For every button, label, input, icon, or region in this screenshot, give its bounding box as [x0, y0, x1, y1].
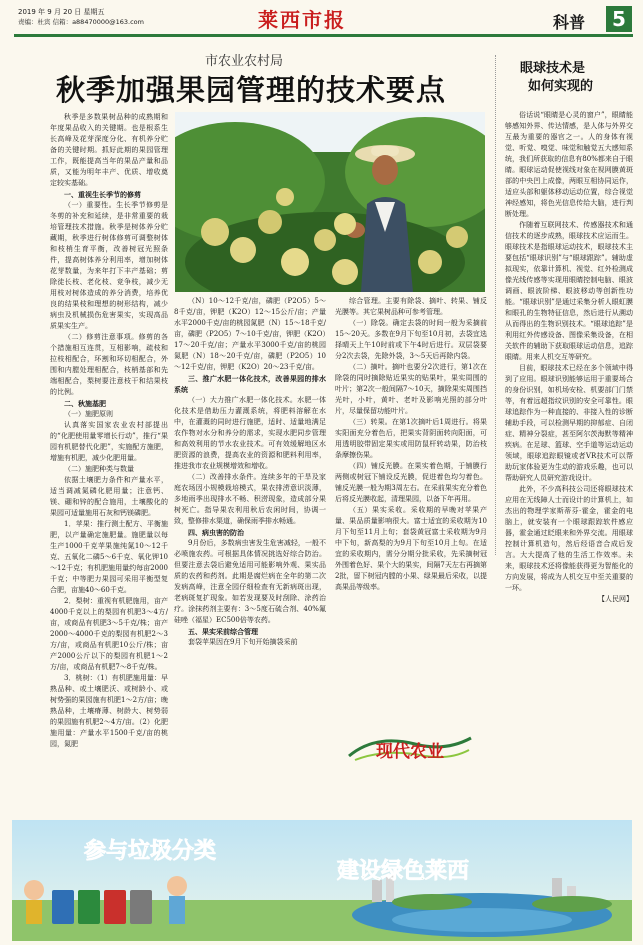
sidebar-source: 【人民网】 — [598, 595, 633, 603]
article-column-1 — [50, 112, 168, 806]
section-heading: 二、秋施基肥 — [64, 399, 106, 408]
section-name: 科普 — [553, 13, 586, 32]
article-paragraph: 3．桃树：（1）有机肥施用量：早熟品种、或土壤肥沃、或树龄小、或树势强的果园施有机肥1～2方/亩；晚熟品种，土壤瘠薄、树龄大、树势弱的果园施有机肥2～4方/亩。（2）化肥施用量：产量水平1500千克/亩的桃园，氮肥 — [50, 674, 168, 748]
orchard-photo — [175, 112, 485, 292]
sidebar-body — [505, 110, 633, 818]
article-paragraph: （二）修剪注意事项。修剪的各个措施相互连贯，互相影响，疏枝和拉枝相配合，环割和环切相配合，外围和内膛处理相配合，枝梢基部和先端相配合，梨树要注意枝干和结果枝的比例。 — [50, 333, 168, 396]
article-paragraph: 9月份后，多数病虫害发生危害减轻，一般不必喷施农药。可根据具体情况挑选好综合防治。但要注意去袋后避免适用可能影响外观、果实品质的农药和药剂。此期是腐烂病在全年的第二次发病高峰，注意全园仔细检查有无新病斑出现，老病斑复扩现象。如若发现要及时刮除、涂药治疗。涂抹药剂主要有：3～5度石硫合剂、40%氟硅唑（福星）EC500倍等农药。 — [174, 539, 326, 624]
article-column-2 — [174, 296, 326, 806]
article-paragraph: 认真落实国家农业农村部提出的“化肥使用量零增长行动”，推行“果园有机肥替代化肥”，实施配方施肥，增施有机肥，减少化肥用量。 — [50, 421, 168, 462]
section-heading: 四、病虫害的防治 — [188, 528, 244, 537]
section-heading: 三、推广水肥一体化技术，改善果园的排水系统 — [174, 374, 326, 394]
modern-agriculture-banner — [345, 730, 475, 766]
article-paragraph: （一）重要性。生长季节修剪是冬剪的补充和延续，是非常重要的栽培管理技术措施。秋季是树体养分贮藏期，秋季进行树体修剪可调整树体和枝梢生育平衡，改善树冠光照条件，提高树体养分利用率，增加树体花芽数量，为来年打下丰产基础；剪除徒长枝、老化枝、竞争枝，减少无用枝对树体造成的养分消费，培养优良的结果枝和理想的树形结构，减少病虫及机械损伤危害果实，实现高品质果实生产。 — [50, 201, 168, 330]
sidebar-paragraph: 俗话说“眼睛是心灵的窗户”，眼睛能够感知外界、传达情感，是人体与外界交互最为重要的器官之一。人的身体有视觉、听觉、嗅觉、味觉和触觉五大感知系统，我们所获取的信息有80%都来自于眼睛。眼球运动促使视线对象在视网膜黄斑部的中央凹上成像，两眼互相协同运作，适应头部和躯体移动运动位置，综合视觉神经感知，将色光信息传给大脑，进行判断处理。 — [505, 111, 633, 218]
article-paragraph: （二）改善排水条件。连续多年的干旱及家庭农场因小规模栽培模式，果农排涝意识淡薄，多地雨季出现排水不畅、积涝现象，造成部分果树死亡。指导果农利用秋后农闲时间，协调一致，整修排水渠道，确保雨季排水畅通。 — [174, 473, 326, 525]
sidebar-divider — [495, 55, 496, 555]
masthead — [0, 0, 643, 40]
sidebar-paragraph: 目前，眼球技术已经在多个领域中得到了应用。眼球识别能够运用于重要场合的身份识别，如机场安检、机要部门门禁等，有着远超指纹识别的安全可靠性。眼球追踪作为一种直接的、非接入性的诊断辅助手段，可以检测早期的抑郁症、自闭症、精神分裂症，甚至阿尔茨海默等精神疾病。在足球、篮球、空手道等运动运动领域，眼球追踪眼镜或者VR技术可以帮助玩家体验更为生动的游戏乐趣，也可以帮助研究人员研究游戏设计。 — [505, 364, 633, 482]
article-paragraph: （一）施肥原则 — [64, 410, 113, 418]
article-paragraph: （二）摘叶。摘叶也要分2次进行，第1次在除袋的同时摘除贴近果实的贴果叶，果实周围的叶片；第2次一般间隔7～10天，摘除果实周围挡光叶，小叶，黄叶、老叶及影响光照的部分叶片，尽量保留功能叶片。 — [335, 363, 487, 415]
sidebar-paragraph: 此外，不少高科技公司还将眼球技术应用在无线障人士而设计的计算机上，如杰出的物理学家斯蒂芬·霍金，霍金的电脑上，就安装有一个眼球跟踪软件感应器，霍金通过眨眼来和外界交流。用眼球控制计算机造句，然后经语音合成后发言。大大提高了他的生活工作效率。未来，眼球技术还将像能获得更为智能化的方向发展，将成为人机交互中至关重要的一环。 — [505, 485, 633, 592]
newspaper-logo: 莱西市报 — [258, 8, 346, 32]
editor-line: 责编：杜宾 信箱：a88470000@163.com — [18, 18, 144, 26]
sidebar-paragraph: 作随着互联网技术、传感器技术和通信技术的逐步成熟，眼球技术应运而生。眼球技术是指眼球运动技术，眼球技术主要包括“眼球识别”与“眼球跟踪”。辅助虚拟现实，依靠计算机、视觉、红外检测成像光线传感等实现用眼睛控制电脑、眼波调画、眼波阶梯、眼波移动等创新性功能。“眼球识别”是通过采集分析人眼虹膜和眼孔的生物特征信息，然后进行从溯动从而得出的生物识别技术。“眼球追踪”是利用红外传感设备、图像采集设备，在相关软件的辅助下获取眼球运动信息，追踪眼睛。用来人机交互等研究。 — [505, 221, 633, 361]
issue-date: 2019 年 9 月 20 日 星期五 — [18, 8, 105, 16]
article-paragraph: 秋季是多数果树品种的成熟期和年度果品收入的关键期。也是根系生长高峰及花芽深度分化、有机养分贮备的关键时期。抓好此期的果园管理工作，既能提高当年的果品产量和品质，又能为明年丰产、优质、增收奠定较实基础。 — [50, 113, 168, 187]
article-paragraph: （三）转果。在第1次摘叶后1周进行。将果实阳面充分着色后，把果实背阴面转向阳面，可用透明胶带固定果实或用防鼠杆转动果，防治枝条摩擦伤果。 — [335, 418, 487, 459]
sidebar-title — [520, 60, 630, 96]
banner-text: 现代农业 — [376, 742, 444, 762]
masthead-rule — [14, 34, 633, 37]
article-headline: 秋季加强果园管理的技术要点 — [56, 73, 447, 107]
article-paragraph: （二）施肥种类与数量 — [64, 465, 134, 473]
ad-slogan-right: 建设绿色莱西 — [337, 859, 470, 884]
article-paragraph: （一）除袋。确定去袋的时间一般为采摘前15～20天。多数在9月下旬至10月初，去袋宜选择晴天上午10时前或下午4时后进行。双层袋要分2次去袋，先除外袋，3～5天后再除内袋。 — [335, 319, 487, 360]
article-paragraph: 依据土壤肥力条件和产量水平，适当调减氮磷化肥用量；注意钙、镁、硼和锌的配合施用，土壤酸化的果园可适量施用石灰和钙镁磷肥。 — [50, 476, 168, 517]
article-paragraph: 综合管理。主要有除袋、摘叶、转果、铺反光膜等。其它果树品种可参考管理。 — [335, 297, 487, 316]
garbage-sorting-ad — [12, 820, 632, 941]
article-paragraph: （四）铺反光膜。在果实着色期，于铺膜行两侧或树冠下铺设反光膜，促进着色均匀着色。铺反光膜一般为期3周左右。在采前果实充分着色后将反光膜收起，清理果园，以备下年再用。 — [335, 462, 487, 503]
sidebar-title-line-2: 如何实现的 — [528, 79, 594, 94]
article-paragraph: （一）大力推广水肥一体化技术。水肥一体化技术是借助压力灌溉系统，将肥料溶解在水中，在灌溉的同时进行施肥，适时、适量地满足农作物对水分和养分的需求，实现水肥同步管理和高效利用的节水农业技术。可有效缓解地区水肥资源的浪费，提高农业的资源和肥料利用率，推进我市农业规模增效和增收。 — [174, 396, 326, 470]
ad-slogan-left: 参与垃圾分类 — [84, 839, 217, 864]
article-paragraph: （五）果实采收。采收期的早晚对苹果产量、果品质量影响很大。富士适宜的采收期为10月下旬至11月上旬；套袋黄冠富士采收期为9月中下旬，新高梨的为9月下旬至10月上旬。在适宜的采收期内，需分分期分批采收，先采摘树冠外围着色好、果个大的果实，间隔7天左右再摘第2批，留下树冠内膛的小果、绿果最后采收，以提高果品等级率。 — [335, 506, 487, 591]
section-heading: 一、重视生长季节的修剪 — [64, 190, 141, 199]
article-paragraph: 套袋苹果因在9月下旬开始摘袋采前 — [188, 638, 298, 646]
sidebar-title-line-1: 眼球技术是 — [520, 61, 586, 76]
page-number: 5 — [606, 6, 632, 32]
article-kicker: 市农业农村局 — [205, 54, 284, 69]
article-paragraph: 1．苹果：推行测土配方、平衡施肥，以产量确定施肥量。施肥量以每生产1000千克苹果施纯氮10～12千克、五氧化二磷5～6千克、氧化钾10～12千克；有机肥施用量约每亩2000千克；中等肥力果园可采用平衡型复合肥，亩施40～60千克。 — [50, 520, 168, 594]
article-paragraph: （N）10～12千克/亩，磷肥（P2O5）5～8千克/亩，钾肥（K2O）12～15公斤/亩；产量水平2000千克/亩的桃园氮肥（N）15～18千克/亩，磷肥（P2O5）7～10千克/亩，钾肥（K2O）17～20千克/亩；产量水平3000千克/亩的桃园氮肥（N）18～20千克/亩，磷肥（P2O5）10～12千克/亩，钾肥（K2O）20～23千克/亩。 — [174, 297, 326, 371]
section-heading: 五、果实采前综合管理 — [188, 627, 258, 636]
article-paragraph: 2．梨树：重视有机肥施用，亩产4000千克以上的梨园有机肥3～4方/亩，或商品有机肥3～5千克/株；亩产2000～4000千克的梨园有机肥2～3方/亩，或商品有机肥10公斤/株；亩产2000公斤以下的梨园有机肥1～2方/亩，或商品有机肥7～8千克/株。 — [50, 597, 168, 671]
